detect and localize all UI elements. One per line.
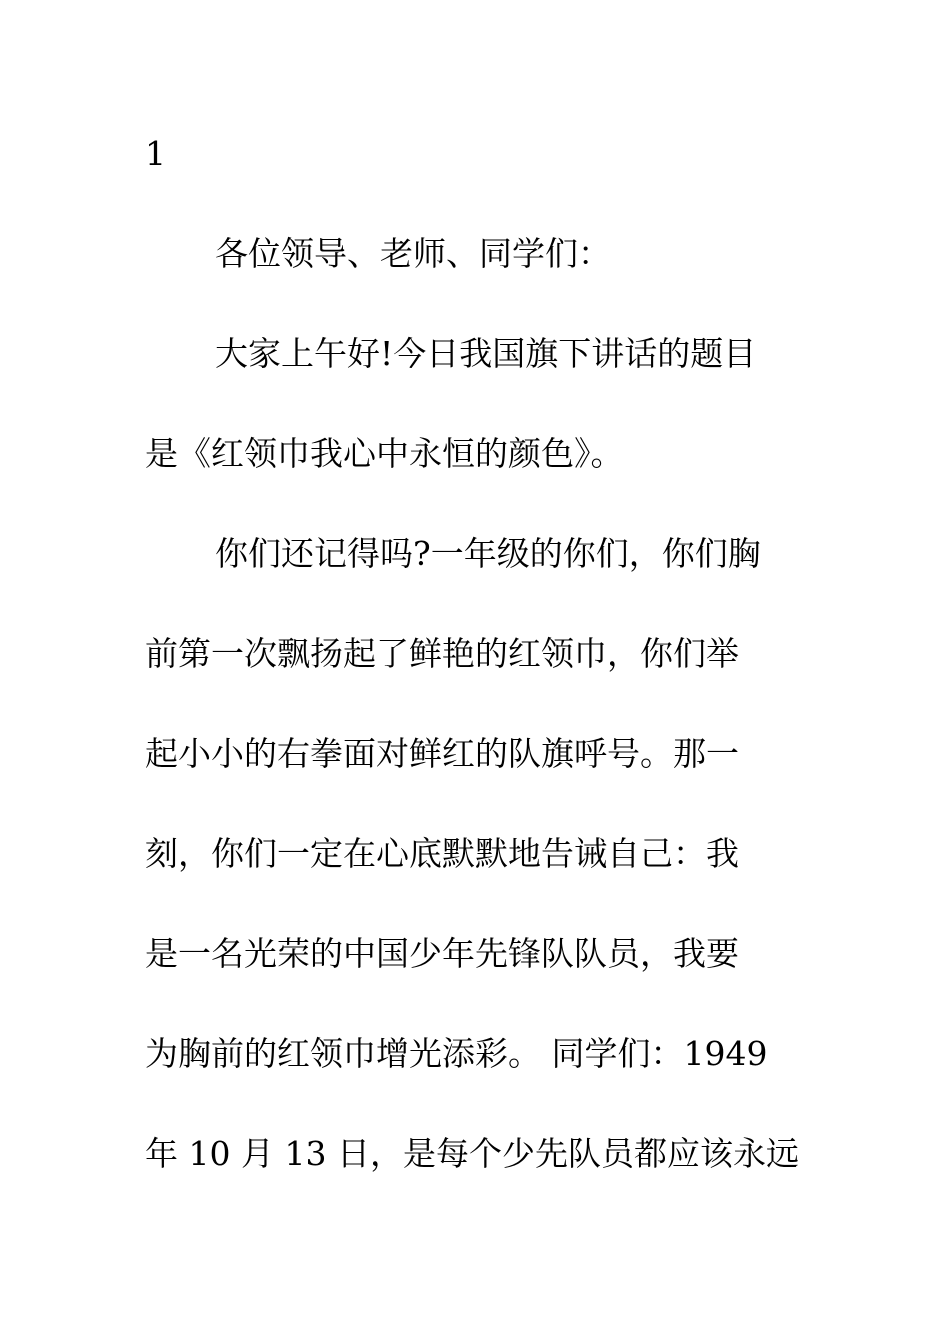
paragraph-line: 刻，你们一定在心底默默地告诫自己：我: [145, 834, 739, 873]
paragraph-line: 你们还记得吗?一年级的你们，你们胸: [215, 534, 761, 573]
paragraph-line: 大家上午好!今日我国旗下讲话的题目: [215, 334, 757, 373]
paragraph-line: 为胸前的红领巾增光添彩。 同学们：1949: [145, 1034, 768, 1073]
paragraph-line: 起小小的右拳面对鲜红的队旗呼号。那一: [145, 734, 739, 773]
salutation-line: 各位领导、老师、同学们：: [215, 234, 611, 273]
paragraph-line: 是一名光荣的中国少年先锋队队员，我要: [145, 934, 739, 973]
paragraph-line: 年 10 月 13 日，是每个少先队员都应该永远: [145, 1134, 799, 1173]
paragraph-line: 前第一次飘扬起了鲜艳的红领巾，你们举: [145, 634, 739, 673]
page-number: 1: [145, 134, 166, 173]
paragraph-line: 是《红领巾我心中永恒的颜色》。: [145, 434, 624, 473]
